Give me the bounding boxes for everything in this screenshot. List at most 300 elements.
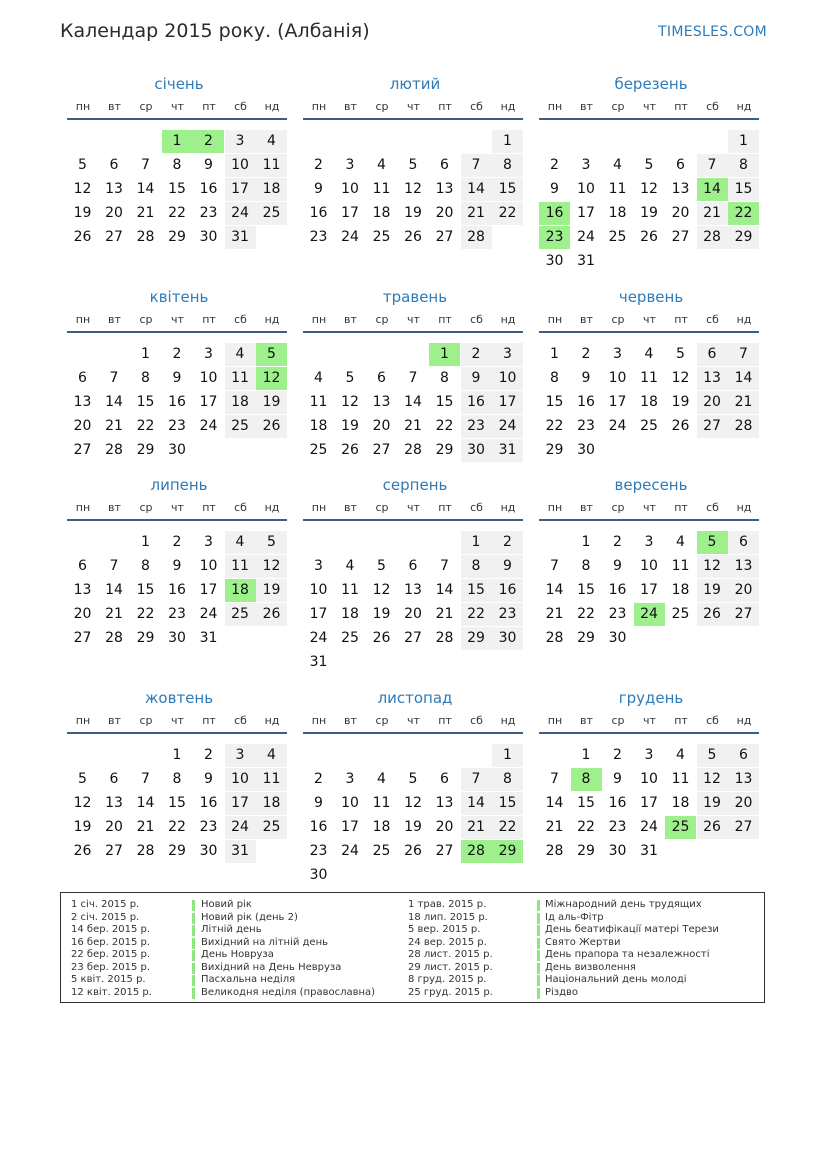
day-cell: 18 [671, 582, 690, 598]
day-cell: 3 [225, 130, 256, 153]
day-cell: 16 [168, 394, 186, 410]
legend-color-marker [537, 963, 540, 974]
weekday-label: вт [108, 501, 121, 514]
day-cell: 5 [345, 370, 355, 386]
day-cell: 21 [105, 606, 123, 622]
day-cell: 13 [372, 394, 391, 410]
holiday-day-cell: 2 [193, 130, 224, 153]
weekday-label: чт [407, 501, 420, 514]
month-block [67, 688, 291, 888]
day-cell: 20 [404, 606, 422, 622]
day-cell: 9 [172, 370, 182, 386]
day-cell: 27 [372, 442, 391, 458]
day-cell: 7 [550, 771, 559, 787]
day-cell: 1 [581, 747, 591, 763]
legend-date: 12 квіт. 2015 р. [71, 986, 152, 998]
day-cell: 9 [581, 370, 591, 386]
day-cell: 30 [199, 843, 218, 859]
day-cell: 4 [613, 157, 622, 173]
day-cell: 17 [577, 205, 595, 221]
day-cell: 13 [73, 582, 92, 598]
weekday-label: вт [580, 714, 593, 727]
holiday-day-cell: 24 [634, 603, 665, 626]
day-cell: 4 [377, 157, 386, 173]
day-cell: 17 [492, 391, 523, 414]
day-cell: 15 [435, 394, 454, 410]
weekday-label: пн [547, 100, 563, 113]
day-cell: 6 [676, 157, 685, 173]
day-cell: 27 [404, 630, 422, 646]
day-cell: 2 [613, 747, 622, 763]
day-cell: 13 [105, 795, 123, 811]
day-cell: 12 [341, 394, 359, 410]
day-cell: 10 [225, 768, 256, 791]
month-name: червень [618, 288, 684, 306]
day-cell: 7 [550, 558, 559, 574]
day-cell: 19 [404, 819, 422, 835]
day-cell: 23 [199, 205, 218, 221]
legend-date: 16 бер. 2015 р. [71, 936, 151, 948]
day-cell: 15 [545, 394, 564, 410]
day-cell: 9 [314, 795, 323, 811]
day-cell: 10 [199, 370, 218, 386]
day-cell: 28 [136, 229, 155, 245]
weekday-label: нд [264, 100, 280, 113]
day-cell: 9 [613, 558, 622, 574]
weekday-label: чт [171, 501, 184, 514]
holiday-day-cell: 18 [225, 579, 256, 602]
day-cell: 14 [404, 394, 422, 410]
day-cell: 10 [199, 558, 218, 574]
day-cell: 3 [644, 747, 654, 763]
weekday-label: пн [311, 313, 327, 326]
legend-holiday-name: Міжнародний день трудящих [545, 899, 702, 910]
day-cell: 8 [550, 370, 559, 386]
month-header-rule [67, 732, 287, 734]
holiday-legend [60, 892, 765, 1003]
holiday-day-cell: 1 [162, 130, 193, 153]
weekday-label: вт [344, 313, 357, 326]
day-cell: 15 [728, 178, 759, 201]
weekday-label: сб [470, 313, 483, 326]
weekday-label: ср [375, 714, 389, 727]
day-cell: 31 [199, 630, 218, 646]
month-name: січень [154, 75, 204, 93]
day-cell: 9 [613, 771, 622, 787]
day-cell: 16 [577, 394, 595, 410]
month-header-rule [539, 732, 759, 734]
day-cell: 6 [697, 343, 728, 366]
day-cell: 11 [225, 555, 256, 578]
day-cell: 26 [697, 816, 728, 839]
day-cell: 28 [105, 442, 123, 458]
weekday-label: вт [344, 501, 357, 514]
legend-holiday-name: Пасхальна неділя [201, 974, 296, 985]
weekday-label: сб [706, 100, 719, 113]
legend-date: 5 квіт. 2015 р. [71, 974, 146, 985]
day-cell: 27 [697, 415, 728, 438]
day-cell: 12 [697, 768, 728, 791]
weekday-label: сб [470, 714, 483, 727]
day-cell: 18 [256, 178, 287, 201]
month-header-rule [67, 519, 287, 521]
day-cell: 13 [105, 181, 123, 197]
day-cell: 16 [492, 579, 523, 602]
day-cell: 26 [404, 229, 422, 245]
weekday-label: ср [375, 313, 389, 326]
day-cell: 21 [545, 606, 564, 622]
day-cell: 23 [577, 418, 595, 434]
weekday-label: вт [580, 313, 593, 326]
day-cell: 21 [404, 418, 422, 434]
day-cell: 29 [545, 442, 564, 458]
weekday-label: пт [202, 100, 216, 113]
day-cell: 14 [435, 582, 454, 598]
legend-date: 23 бер. 2015 р. [71, 961, 151, 973]
weekday-label: нд [736, 714, 752, 727]
legend-date: 1 січ. 2015 р. [71, 899, 140, 910]
legend-color-marker [192, 938, 195, 949]
page-title: Календар 2015 року. (Албанія) [60, 20, 370, 42]
weekday-label: нд [500, 313, 516, 326]
month-block [67, 74, 291, 274]
day-cell: 19 [697, 579, 728, 602]
weekday-label: чт [171, 100, 184, 113]
day-cell: 12 [256, 555, 287, 578]
weekday-label: пн [311, 100, 327, 113]
weekday-label: пн [547, 313, 563, 326]
day-cell: 30 [608, 630, 627, 646]
day-cell: 7 [141, 771, 150, 787]
day-cell: 21 [435, 606, 454, 622]
day-cell: 6 [78, 558, 87, 574]
day-cell: 24 [225, 202, 256, 225]
day-cell: 10 [341, 181, 359, 197]
day-cell: 7 [408, 370, 418, 386]
legend-color-marker [537, 975, 540, 986]
weekday-label: ср [139, 501, 153, 514]
day-cell: 1 [728, 130, 759, 153]
day-cell: 3 [613, 346, 622, 362]
brand-logo-text[interactable]: TIMESLES.COM [658, 24, 767, 40]
day-cell: 7 [109, 370, 119, 386]
day-cell: 22 [492, 202, 523, 225]
weekday-label: пн [75, 100, 91, 113]
day-cell: 28 [545, 843, 564, 859]
day-cell: 24 [199, 418, 218, 434]
month-name: вересень [614, 476, 688, 494]
month-name: серпень [382, 476, 448, 494]
day-cell: 1 [172, 747, 182, 763]
day-cell: 14 [136, 181, 155, 197]
day-cell: 23 [608, 606, 627, 622]
day-cell: 2 [581, 346, 591, 362]
legend-date: 8 груд. 2015 р. [408, 974, 487, 985]
day-cell: 14 [728, 367, 759, 390]
legend-color-marker [192, 925, 195, 936]
day-cell: 24 [199, 606, 218, 622]
day-cell: 21 [461, 202, 492, 225]
day-cell: 17 [341, 205, 359, 221]
legend-color-marker [192, 913, 195, 924]
day-cell: 31 [309, 654, 328, 670]
day-cell: 2 [314, 157, 323, 173]
day-cell: 7 [461, 768, 492, 791]
day-cell: 8 [440, 370, 449, 386]
day-cell: 1 [492, 130, 523, 153]
day-cell: 19 [256, 391, 287, 414]
day-cell: 20 [728, 579, 759, 602]
legend-color-marker [537, 988, 540, 999]
day-cell: 13 [435, 181, 454, 197]
legend-date: 18 лип. 2015 р. [408, 911, 488, 923]
month-block [303, 74, 527, 274]
day-cell: 19 [73, 819, 92, 835]
weekday-label: сб [234, 100, 247, 113]
holiday-day-cell: 23 [539, 226, 570, 249]
day-cell: 21 [728, 391, 759, 414]
day-cell: 10 [341, 795, 359, 811]
day-cell: 5 [377, 558, 386, 574]
day-cell: 10 [640, 771, 658, 787]
weekday-label: пн [75, 714, 91, 727]
day-cell: 20 [728, 792, 759, 815]
weekday-label: ср [611, 714, 625, 727]
day-cell: 19 [341, 418, 359, 434]
month-header-rule [539, 519, 759, 521]
day-cell: 14 [545, 795, 564, 811]
day-cell: 24 [492, 415, 523, 438]
legend-date: 29 лист. 2015 р. [408, 961, 493, 973]
weekday-label: сб [706, 714, 719, 727]
day-cell: 30 [168, 630, 186, 646]
day-cell: 5 [644, 157, 654, 173]
weekday-label: чт [643, 313, 656, 326]
legend-holiday-name: Вихідний на літній день [201, 936, 329, 948]
day-cell: 17 [225, 178, 256, 201]
day-cell: 7 [141, 157, 150, 173]
day-cell: 2 [172, 534, 182, 550]
day-cell: 29 [728, 226, 759, 249]
month-block [67, 475, 291, 675]
legend-holiday-name: Новий рік [201, 899, 252, 910]
day-cell: 4 [256, 744, 287, 767]
day-cell: 10 [225, 154, 256, 177]
day-cell: 18 [608, 205, 627, 221]
day-cell: 26 [640, 229, 658, 245]
day-cell: 10 [640, 558, 658, 574]
legend-color-marker [192, 988, 195, 999]
day-cell: 17 [309, 606, 328, 622]
weekday-label: чт [407, 313, 420, 326]
weekday-label: пт [438, 501, 452, 514]
day-cell: 5 [676, 346, 685, 362]
weekday-label: сб [706, 313, 719, 326]
day-cell: 19 [640, 205, 658, 221]
day-cell: 2 [492, 531, 523, 554]
day-cell: 11 [671, 558, 690, 574]
weekday-label: нд [736, 100, 752, 113]
day-cell: 19 [404, 205, 422, 221]
day-cell: 27 [435, 229, 454, 245]
weekday-label: вт [344, 100, 357, 113]
month-name: травень [382, 288, 448, 306]
day-cell: 28 [105, 630, 123, 646]
weekday-label: сб [234, 313, 247, 326]
weekday-label: ср [375, 100, 389, 113]
day-cell: 21 [697, 202, 728, 225]
legend-holiday-name: День визволення [545, 961, 636, 973]
day-cell: 17 [640, 795, 658, 811]
holiday-day-cell: 1 [429, 343, 460, 366]
day-cell: 24 [341, 843, 359, 859]
day-cell: 29 [168, 843, 186, 859]
day-cell: 13 [728, 768, 759, 791]
day-cell: 11 [372, 181, 391, 197]
day-cell: 10 [608, 370, 627, 386]
day-cell: 21 [136, 205, 155, 221]
day-cell: 23 [309, 843, 328, 859]
day-cell: 12 [73, 181, 92, 197]
day-cell: 25 [309, 442, 328, 458]
day-cell: 22 [461, 603, 492, 626]
day-cell: 19 [372, 606, 391, 622]
day-cell: 16 [199, 795, 218, 811]
weekday-label: нд [736, 313, 752, 326]
day-cell: 26 [341, 442, 359, 458]
day-cell: 20 [73, 606, 92, 622]
day-cell: 24 [577, 229, 595, 245]
day-cell: 1 [461, 531, 492, 554]
day-cell: 2 [613, 534, 622, 550]
month-header-rule [303, 118, 523, 120]
weekday-label: нд [500, 100, 516, 113]
day-cell: 29 [577, 630, 595, 646]
day-cell: 10 [309, 582, 328, 598]
day-cell: 23 [608, 819, 627, 835]
day-cell: 1 [141, 534, 150, 550]
weekday-label: пт [202, 313, 216, 326]
weekday-label: ср [139, 100, 153, 113]
day-cell: 26 [73, 229, 92, 245]
month-block [303, 475, 527, 675]
day-cell: 27 [728, 816, 759, 839]
weekday-label: нд [264, 714, 280, 727]
legend-date: 24 вер. 2015 р. [408, 936, 487, 948]
day-cell: 15 [461, 579, 492, 602]
day-cell: 6 [440, 771, 449, 787]
legend-color-marker [537, 900, 540, 911]
day-cell: 30 [461, 439, 492, 462]
weekday-label: пн [547, 501, 563, 514]
month-name: грудень [618, 689, 684, 707]
weekday-label: пт [674, 714, 688, 727]
day-cell: 3 [225, 744, 256, 767]
day-cell: 22 [577, 606, 595, 622]
legend-date: 5 вер. 2015 р. [408, 924, 481, 935]
day-cell: 9 [550, 181, 559, 197]
day-cell: 28 [136, 843, 155, 859]
legend-holiday-name: День Новруза [201, 949, 274, 960]
day-cell: 26 [73, 843, 92, 859]
day-cell: 31 [492, 439, 523, 462]
day-cell: 1 [141, 346, 150, 362]
month-name: листопад [377, 689, 453, 707]
weekday-label: вт [108, 100, 121, 113]
day-cell: 31 [640, 843, 658, 859]
day-cell: 4 [676, 534, 685, 550]
day-cell: 3 [204, 534, 213, 550]
day-cell: 24 [640, 819, 658, 835]
legend-color-marker [537, 913, 540, 924]
day-cell: 28 [404, 442, 422, 458]
day-cell: 11 [640, 370, 658, 386]
day-cell: 5 [78, 157, 87, 173]
day-cell: 28 [545, 630, 564, 646]
day-cell: 13 [404, 582, 422, 598]
day-cell: 7 [461, 154, 492, 177]
weekday-label: пт [438, 313, 452, 326]
day-cell: 27 [728, 603, 759, 626]
weekday-label: вт [108, 313, 121, 326]
day-cell: 21 [136, 819, 155, 835]
day-cell: 22 [136, 606, 155, 622]
day-cell: 17 [640, 582, 658, 598]
day-cell: 7 [440, 558, 449, 574]
day-cell: 18 [309, 418, 328, 434]
day-cell: 3 [345, 157, 355, 173]
day-cell: 5 [78, 771, 87, 787]
day-cell: 27 [671, 229, 690, 245]
weekday-label: сб [234, 501, 247, 514]
weekday-label: пт [674, 501, 688, 514]
holiday-day-cell: 16 [539, 202, 570, 225]
day-cell: 23 [199, 819, 218, 835]
legend-date: 14 бер. 2015 р. [71, 924, 151, 935]
day-cell: 25 [608, 229, 627, 245]
month-block [303, 688, 527, 888]
day-cell: 11 [256, 154, 287, 177]
month-block [67, 287, 291, 487]
day-cell: 20 [105, 819, 123, 835]
weekday-label: сб [470, 501, 483, 514]
weekday-label: чт [171, 714, 184, 727]
weekday-label: нд [500, 714, 516, 727]
day-cell: 20 [372, 418, 391, 434]
day-cell: 15 [577, 582, 595, 598]
legend-holiday-name: Національний день молоді [545, 974, 687, 985]
day-cell: 30 [168, 442, 186, 458]
day-cell: 29 [136, 442, 155, 458]
day-cell: 19 [256, 579, 287, 602]
day-cell: 6 [109, 771, 119, 787]
weekday-label: ср [611, 100, 625, 113]
day-cell: 28 [461, 226, 492, 249]
day-cell: 11 [372, 795, 391, 811]
day-cell: 21 [545, 819, 564, 835]
weekday-label: пн [311, 501, 327, 514]
day-cell: 10 [577, 181, 595, 197]
holiday-day-cell: 14 [697, 178, 728, 201]
day-cell: 4 [256, 130, 287, 153]
day-cell: 11 [341, 582, 359, 598]
month-header-rule [67, 331, 287, 333]
day-cell: 4 [314, 370, 323, 386]
day-cell: 1 [492, 744, 523, 767]
day-cell: 12 [404, 795, 422, 811]
day-cell: 14 [461, 178, 492, 201]
weekday-label: ср [139, 714, 153, 727]
